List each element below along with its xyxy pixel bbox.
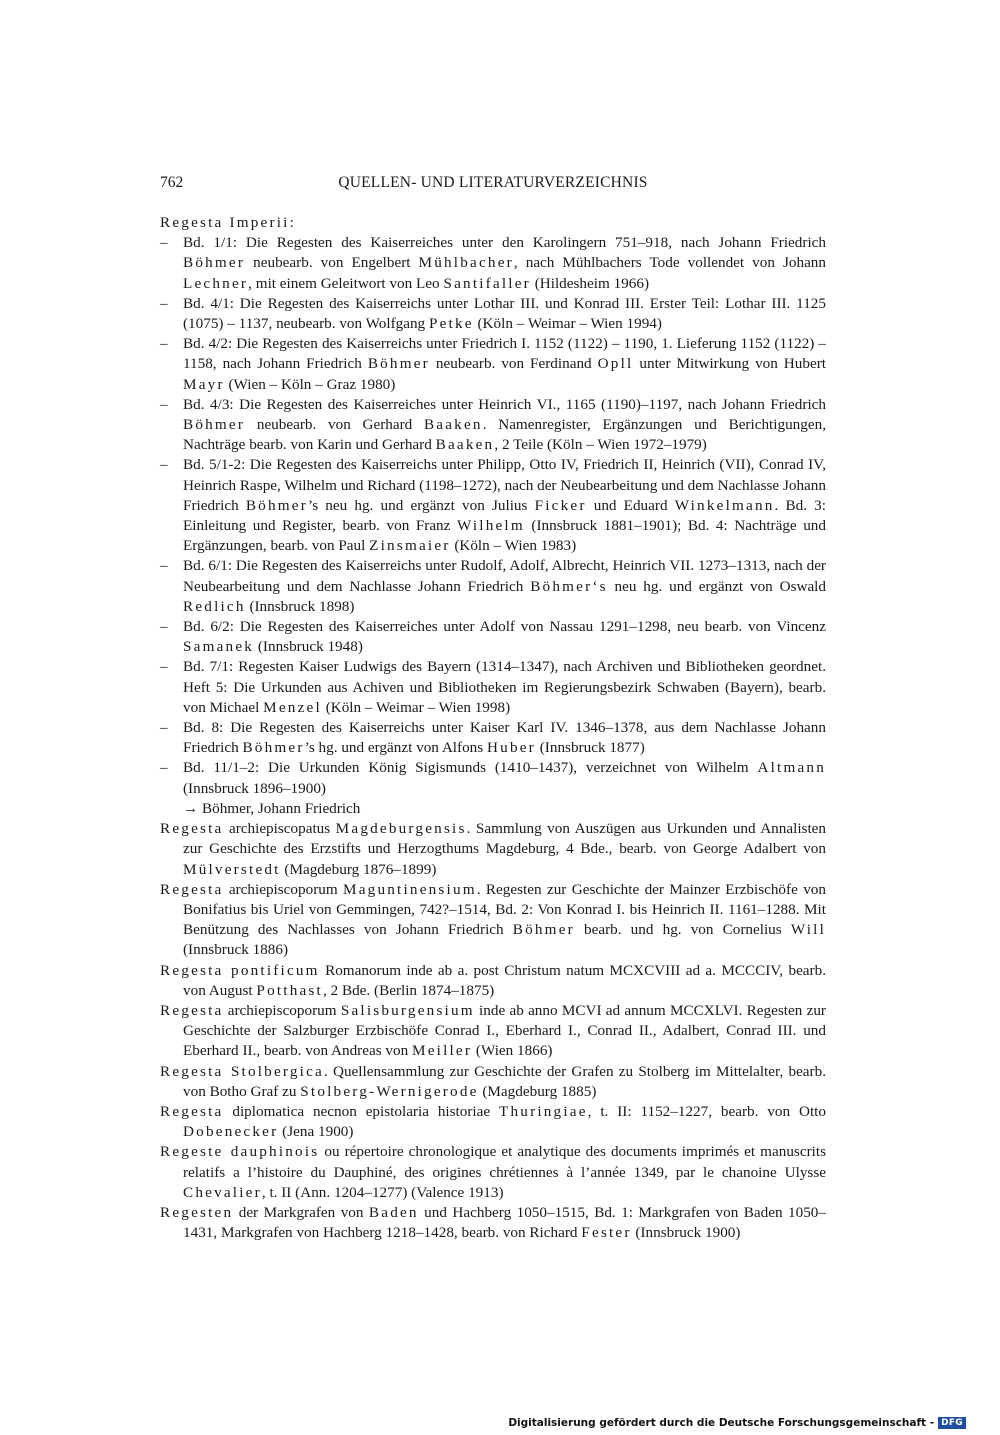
- spaced-name: Baaken: [423, 416, 483, 434]
- entry-text: . Bd. 3: Einleitung und Register, bearb. von Franz: [183, 496, 826, 535]
- entry-text: . Namenregister, Ergänzungen und Berichtigungen, Nachträge bearb. von Karin und Gerhard: [183, 416, 826, 454]
- entry-text: ou répertoire chronologique et analytique des documents imprimés et manuscrits relatifs a l’histoire du Dauphiné, des origines chrétiennes à l’année 1349, par le chanoine Ulysse: [183, 1143, 826, 1181]
- entry-text: Bd. 6/1: Die Regesten des Kaiserreichs unter Rudolf, Adolf, Albrecht, Heinrich VII. 1273–1313, nach der Neubearbeitung und dem Nachlasse Johann Friedrich: [183, 557, 826, 595]
- entry-text: , 2 Bde. (Berlin 1874–1875): [322, 981, 495, 999]
- entry-text: . Sammlung von Auszügen aus Urkunden und Annalisten zur Geschichte des Erzstifts und Herzogthums Magdeburg, 4 Bde., bearb. von George Adalbert von: [183, 820, 826, 858]
- entry-text: . Regesten zur Geschichte der Mainzer Erzbischöfe von Bonifatius bis Uriel von Gemmingen, 742?–1514, Bd. 2: Von Konrad I. bis Heinrich II. 1161–1288. Mit Benützung des Nachlasses von Johann Friedrich: [183, 880, 826, 939]
- entry-text: ’s neu hg. und ergänzt von Julius: [307, 496, 535, 514]
- entry-text: , mit einem Geleitwort von Leo: [248, 274, 444, 292]
- spaced-name: Altmann: [757, 759, 826, 777]
- spaced-name: Mülverstedt: [183, 860, 281, 878]
- spaced-name: Petke: [428, 315, 474, 333]
- entry-text: (Innsbruck 1896–1900): [183, 779, 326, 797]
- page-header: [160, 174, 826, 198]
- entry-text: diplomatica necnon epistolaria historiae: [223, 1102, 500, 1120]
- spaced-name: Menzel: [263, 698, 322, 716]
- spaced-name: Böhmer‘s: [530, 577, 608, 595]
- footer-text: Digitalisierung gefördert durch die Deutsche Forschungsgemeinschaft -: [508, 1417, 935, 1429]
- entry-text: . Quellensammlung zur Geschichte der Grafen zu Stolberg im Mittelalter, bearb. von Botho Graf zu: [183, 1062, 826, 1100]
- entry-text: , t. II (Ann. 1204–1277) (Valence 1913): [261, 1183, 504, 1201]
- bibliography-entry: [160, 880, 826, 961]
- see-also-reference: → Böhmer, Johann Friedrich: [183, 799, 361, 817]
- bibliography-entry: [160, 1203, 826, 1243]
- entry-text: Bd. 4/2: Die Regesten des Kaiserreichs unter Friedrich I. 1152 (1122) – 1190, 1. Lieferung 1152 (1122) – 1158, nach Johann Friedrich: [183, 335, 826, 373]
- entry-text: , 2 Teile (Köln – Wien 1972–1979): [494, 436, 707, 454]
- regesta-imperii-item: [160, 657, 826, 718]
- entry-text: (Jena 1900): [278, 1123, 354, 1141]
- bibliography-entry: [160, 1102, 826, 1142]
- entry-text: , t. II: 1152–1227, bearb. von Otto: [587, 1102, 826, 1120]
- bibliography-entry: [160, 1001, 826, 1062]
- dfg-footer: [508, 1417, 966, 1429]
- spaced-name: Baden: [368, 1203, 419, 1221]
- entry-text: (Innsbruck 1877): [535, 739, 645, 757]
- entry-text: (Wien 1866): [472, 1042, 553, 1060]
- list-dash: –: [160, 456, 168, 474]
- list-dash: –: [160, 618, 168, 636]
- spaced-name: Böhmer: [245, 496, 308, 514]
- spaced-name: Böhmer: [367, 355, 430, 373]
- entry-text: neubearb. von Engelbert: [245, 254, 419, 272]
- bibliography-body: [160, 213, 826, 1243]
- bibliography-entry: [160, 819, 826, 880]
- entry-text: neubearb. von Ferdinand: [429, 355, 598, 373]
- list-dash: –: [160, 395, 168, 413]
- list-dash: –: [160, 335, 168, 353]
- regesta-imperii-item: [160, 758, 826, 798]
- entry-text: (Innsbruck 1948): [254, 638, 363, 656]
- page-number: 762: [160, 174, 184, 191]
- bibliography-entry: [160, 1142, 826, 1203]
- entry-text: archiepiscopatus: [223, 820, 336, 838]
- spaced-name: Regesta: [160, 1001, 224, 1019]
- entry-text: neu hg. und ergänzt von Oswald: [607, 577, 826, 595]
- dfg-logo: DFG: [938, 1417, 966, 1429]
- entry-text: Bd. 4/1: Die Regesten des Kaiserreichs unter Lothar III. und Konrad III. Erster Teil: Lothar III. 1125 (1075) – 1137, neubearb. von Wolfgang: [183, 294, 826, 333]
- spaced-name: Baaken: [435, 436, 495, 454]
- regesta-imperii-item: [160, 233, 826, 294]
- spaced-name: Stolberg-Wernigerode: [300, 1082, 479, 1100]
- entry-text: (Magdeburg 1885): [478, 1082, 597, 1100]
- spaced-name: Regesta: [160, 820, 224, 838]
- entry-text: (Innsbruck 1900): [631, 1224, 741, 1242]
- spaced-name: Regeste dauphinois: [160, 1143, 320, 1161]
- section-heading: Regesta Imperii:: [160, 214, 296, 231]
- spaced-name: Zinsmaier: [369, 537, 451, 555]
- regesta-imperii-item: [160, 294, 826, 334]
- spaced-name: Lechner: [183, 274, 249, 292]
- bibliography-entry: [160, 1062, 826, 1102]
- spaced-name: Böhmer: [512, 921, 575, 939]
- bibliography-entry: [160, 961, 826, 1001]
- entry-text: Bd. 7/1: Regesten Kaiser Ludwigs des Bayern (1314–1347), nach Archiven und Bibliotheken geordnet. Heft 5: Die Urkunden aus Achiven und Bibliotheken im Regierungsbezirk Schwaben (Bayern), bearb. von Michael: [183, 658, 826, 716]
- spaced-name: Meiller: [412, 1042, 473, 1060]
- spaced-name: Will: [790, 921, 826, 939]
- entry-text: (Magdeburg 1876–1899): [280, 860, 437, 878]
- regesta-imperii-item: [160, 334, 826, 395]
- list-dash: –: [160, 234, 168, 252]
- spaced-name: Maguntinensium: [343, 880, 477, 898]
- entry-text: (Innsbruck 1881–1901); Bd. 4: Nachträge und Ergänzungen, bearb. von Paul: [183, 517, 826, 555]
- entry-text: (Hildesheim 1966): [530, 274, 650, 292]
- running-title: QUELLEN- UND LITERATURVERZEICHNIS: [338, 174, 648, 191]
- list-dash: –: [160, 557, 168, 575]
- regesta-imperii-item: [160, 718, 826, 758]
- entry-text: Bd. 8: Die Regesten des Kaiserreichs unter Kaiser Karl IV. 1346–1378, aus dem Nachlasse Johann Friedrich: [183, 719, 826, 757]
- spaced-name: Opll: [597, 355, 634, 373]
- spaced-name: Regesten: [160, 1203, 234, 1221]
- list-dash: –: [160, 759, 168, 777]
- entry-text: ’s hg. und ergänzt von Alfons: [304, 739, 487, 757]
- entry-text: Bd. 11/1–2: Die Urkunden König Sigismunds (1410–1437), verzeichnet von Wilhelm: [183, 759, 758, 777]
- spaced-name: Redlich: [183, 597, 246, 615]
- spaced-name: Santifaller: [443, 274, 531, 292]
- entry-text: archiepiscoporum: [223, 880, 344, 898]
- entry-text: Bd. 5/1-2: Die Regesten des Kaiserreichs unter Philipp, Otto IV, Friedrich II, Heinrich (VII), Conrad IV, Heinrich Raspe, Wilhelm und Richard (1198–1272), nach der Neubearbeitung und dem Nachlasse Johann Friedrich: [183, 456, 826, 514]
- entry-text: der Markgrafen von: [233, 1203, 369, 1221]
- spaced-name: Böhmer: [242, 739, 305, 757]
- spaced-name: Dobenecker: [183, 1123, 279, 1141]
- spaced-name: Regesta Stolbergica: [160, 1062, 324, 1080]
- entry-text: und Hachberg 1050–1515, Bd. 1: Markgrafen von Baden 1050–1431, Markgrafen von Hachberg 1218–1428, bearb. von Richard: [183, 1203, 826, 1242]
- entry-text: (Köln – Weimar – Wien 1998): [321, 698, 511, 716]
- entry-text: unter Mitwirkung von Hubert: [633, 355, 826, 373]
- entry-text: Bd. 6/2: Die Regesten des Kaiserreiches unter Adolf von Nassau 1291–1298, neu bearb. von Vincenz: [183, 618, 826, 636]
- regesta-imperii-list: [160, 233, 826, 799]
- spaced-name: Winkelmann: [674, 496, 775, 514]
- entry-text: (Innsbruck 1898): [245, 597, 355, 615]
- spaced-name: Salisburgensium: [340, 1001, 475, 1019]
- regesta-imperii-item: [160, 556, 826, 617]
- spaced-name: Fester: [581, 1224, 632, 1242]
- regesta-imperii-item: [160, 617, 826, 657]
- spaced-name: Wilhelm: [456, 517, 525, 535]
- spaced-name: Ficker: [534, 496, 587, 514]
- spaced-name: Chevalier: [183, 1183, 262, 1201]
- entry-text: (Köln – Weimar – Wien 1994): [473, 315, 662, 333]
- entry-text: (Innsbruck 1886): [183, 941, 289, 959]
- spaced-name: Regesta: [160, 880, 224, 898]
- list-dash: –: [160, 719, 168, 737]
- entry-text: archiepiscoporum: [223, 1001, 341, 1019]
- bibliography-entries: [160, 819, 826, 1243]
- spaced-name: Samanek: [183, 638, 255, 656]
- spaced-name: Thuringiae: [499, 1102, 588, 1120]
- spaced-name: Böhmer: [183, 416, 246, 434]
- spaced-name: Magdeburgensis: [335, 820, 467, 838]
- spaced-name: Böhmer: [183, 254, 246, 272]
- spaced-name: Regesta pontificum: [160, 961, 320, 979]
- entry-text: Bd. 4/3: Die Regesten des Kaiserreiches unter Heinrich VI., 1165 (1190)–1197, nach Johann Friedrich: [183, 395, 826, 413]
- regesta-imperii-item: [160, 455, 826, 556]
- list-dash: –: [160, 294, 168, 312]
- entry-text: bearb. und hg. von Cornelius: [574, 921, 791, 939]
- entry-text: , nach Mühlbachers Tode vollendet von Johann: [513, 254, 826, 272]
- entry-text: neubearb. von Gerhard: [245, 416, 424, 434]
- entry-text: und Eduard: [586, 496, 675, 514]
- spaced-name: Regesta: [160, 1102, 224, 1120]
- spaced-name: Mayr: [183, 375, 225, 393]
- spaced-name: Mühlbacher: [418, 254, 514, 272]
- entry-text: Bd. 1/1: Die Regesten des Kaiserreiches unter den Karolingern 751–918, nach Johann Friedrich: [183, 234, 826, 252]
- entry-text: Romanorum inde ab a. post Christum natum MCXCVIII ad a. MCCCIV, bearb. von August: [183, 961, 826, 999]
- spaced-name: Huber: [486, 739, 536, 757]
- list-dash: –: [160, 658, 168, 676]
- spaced-name: Potthast: [256, 981, 323, 999]
- regesta-imperii-item: [160, 395, 826, 456]
- entry-text: inde ab anno MCVI ad annum MCCXLVI. Regesten zur Geschichte der Salzburger Erzbischöfe Conrad I., Eberhard I., Conrad II., Adalbert, Conrad III. und Eberhard II., bearb. von Andreas von: [183, 1001, 826, 1060]
- entry-text: (Wien – Köln – Graz 1980): [224, 375, 396, 393]
- entry-text: (Köln – Wien 1983): [450, 537, 577, 555]
